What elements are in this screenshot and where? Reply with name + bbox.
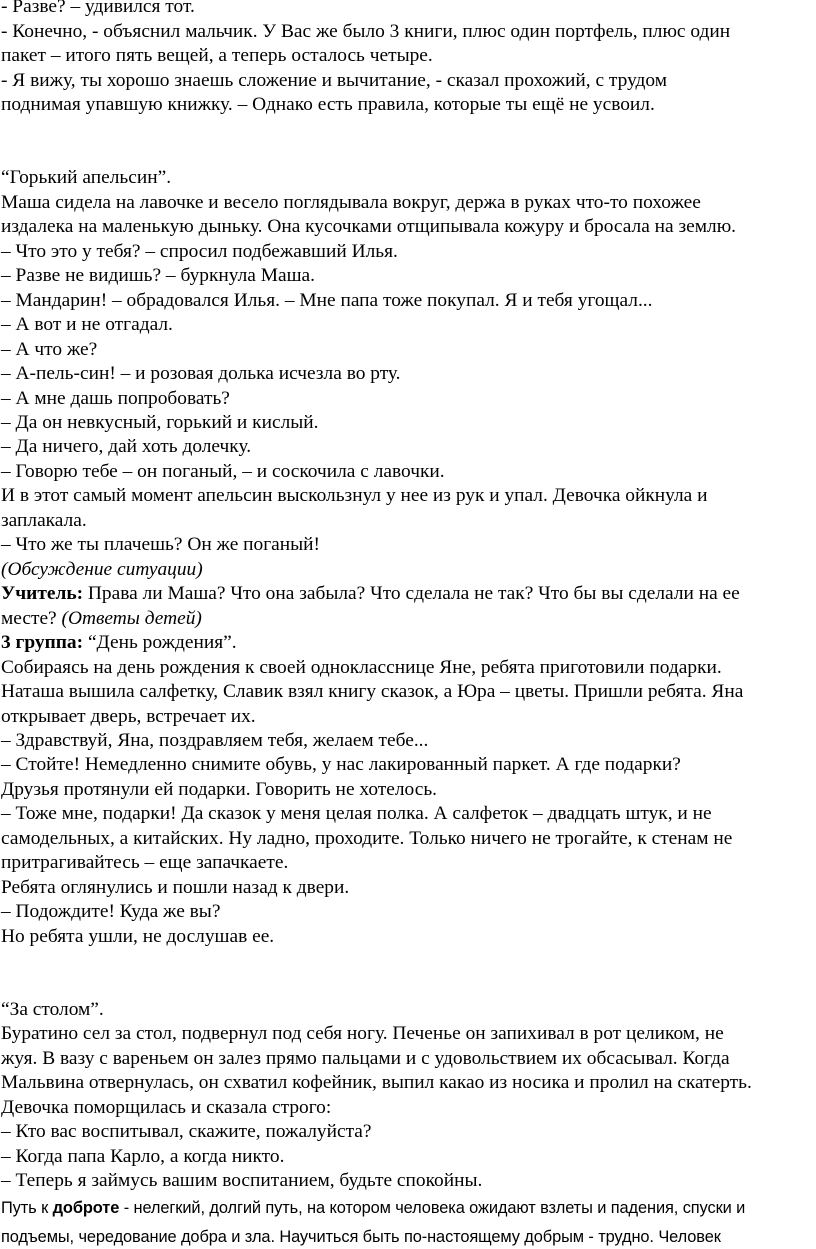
text-line: - Разве? – удивился тот. <box>1 0 195 17</box>
text-line: – Что это у тебя? – спросил подбежавший Илья. <box>1 241 398 262</box>
text-line: И в этот самый момент апельсин выскользнул у нее из рук и упал. Девочка ойкнула и <box>1 485 708 506</box>
text-line: Собираясь на день рождения к своей однокласснице Яне, ребята приготовили подарки. <box>1 657 722 678</box>
text-line: – А вот и не отгадал. <box>1 314 173 335</box>
answers-note: (Ответы детей) <box>61 608 202 629</box>
text-line: притрагивайтесь – еще запачкаете. <box>1 852 289 873</box>
text-line: заплакала. <box>1 510 87 531</box>
kindness-word: доброте <box>52 1199 120 1217</box>
text-line: Девочка поморщилась и сказала строго: <box>1 1097 332 1118</box>
story-title-at-table: “За столом”. <box>1 999 104 1020</box>
text-line: поднимая упавшую книжку. – Однако есть правила, которые ты ещё не усвоил. <box>1 94 655 115</box>
discussion-note: (Обсуждение ситуации) <box>1 559 203 580</box>
kindness-line <box>1 1196 745 1220</box>
text-line: – Разве не видишь? – буркнула Маша. <box>1 265 315 286</box>
teacher-label: Учитель: <box>1 583 84 604</box>
teacher-line <box>1 582 740 606</box>
text-line: Ребята оглянулись и пошли назад к двери. <box>1 877 350 898</box>
text-line: – Да ничего, дай хоть долечку. <box>1 436 252 457</box>
text-fragment: месте? <box>1 608 57 629</box>
group-heading <box>1 631 237 655</box>
text-line: Буратино сел за стол, подвернул под себя ногу. Печенье он запихивал в рот целиком, не <box>1 1023 724 1044</box>
text-line: – Стойте! Немедленно снимите обувь, у нас лакированный паркет. А где подарки? <box>1 754 681 775</box>
text-line: - Конечно, - объяснил мальчик. У Вас же было 3 книги, плюс один портфель, плюс один <box>1 21 731 42</box>
text-line: - Я вижу, ты хорошо знаешь сложение и вычитание, - сказал прохожий, с трудом <box>1 70 668 91</box>
text-line: пакет – итого пять вещей, а теперь осталось четыре. <box>1 45 433 66</box>
text-line: Мальвина отвернулась, он схватил кофейник, выпил какао из носика и пролил на скатерть. <box>1 1072 752 1093</box>
story-title-bitter-orange: “Горький апельсин”. <box>1 167 172 188</box>
text-line: – А мне дашь попробовать? <box>1 388 230 409</box>
text-line: – Когда папа Карло, а когда никто. <box>1 1146 285 1167</box>
teacher-line-end <box>1 607 202 631</box>
text-line: – Теперь я займусь вашим воспитанием, будьте спокойны. <box>1 1170 483 1191</box>
text-line: Наташа вышила салфетку, Славик взял книгу сказок, а Юра – цветы. Пришли ребята. Яна <box>1 681 744 702</box>
text-line: – Что же ты плачешь? Он же поганый! <box>1 534 321 555</box>
text-line: издалека на маленькую дыньку. Она кусочками отщипывала кожуру и бросала на землю. <box>1 216 737 237</box>
text-line: – Здравствуй, Яна, поздравляем тебя, желаем тебе... <box>1 730 429 751</box>
kindness-rest: - нелегкий, долгий путь, на котором человека ожидают взлеты и падения, спуски и <box>119 1199 746 1217</box>
teacher-question: Права ли Маша? Что она забыла? Что сделала не так? Что бы вы сделали на ее <box>87 583 740 604</box>
text-line: самодельных, а китайских. Ну ладно, проходите. Только ничего не трогайте, к стенам не <box>1 828 733 849</box>
text-line: – Подождите! Куда же вы? <box>1 901 221 922</box>
text-line: подъемы, чередование добра и зла. Научиться быть по-настоящему добрым - трудно. Человек <box>1 1228 721 1246</box>
text-line: – Кто вас воспитывал, скажите, пожалуйста? <box>1 1121 372 1142</box>
text-line: – Да он невкусный, горький и кислый. <box>1 412 319 433</box>
text-line: – Мандарин! – обрадовался Илья. – Мне папа тоже покупал. Я и тебя угощал... <box>1 290 653 311</box>
text-line: – А что же? <box>1 339 98 360</box>
kindness-prefix: Путь к <box>1 1199 49 1217</box>
text-line: жуя. В вазу с вареньем он залез прямо пальцами и с удовольствием их обсасывал. Когда <box>1 1048 730 1069</box>
text-line: – А-пель-син! – и розовая долька исчезла во рту. <box>1 363 401 384</box>
text-line: Друзья протянули ей подарки. Говорить не хотелось. <box>1 779 438 800</box>
text-line: Но ребята ушли, не дослушав ее. <box>1 926 275 947</box>
text-line: – Тоже мне, подарки! Да сказок у меня целая полка. А салфеток – двадцать штук, и не <box>1 803 712 824</box>
story-title-birthday: “День рождения”. <box>87 632 237 653</box>
text-line: открывает дверь, встречает их. <box>1 706 256 727</box>
group3-label: 3 группа: <box>1 632 84 653</box>
text-line: Маша сидела на лавочке и весело поглядывала вокруг, держа в руках что-то похожее <box>1 192 701 213</box>
text-line: – Говорю тебе – он поганый, – и соскочила с лавочки. <box>1 461 445 482</box>
